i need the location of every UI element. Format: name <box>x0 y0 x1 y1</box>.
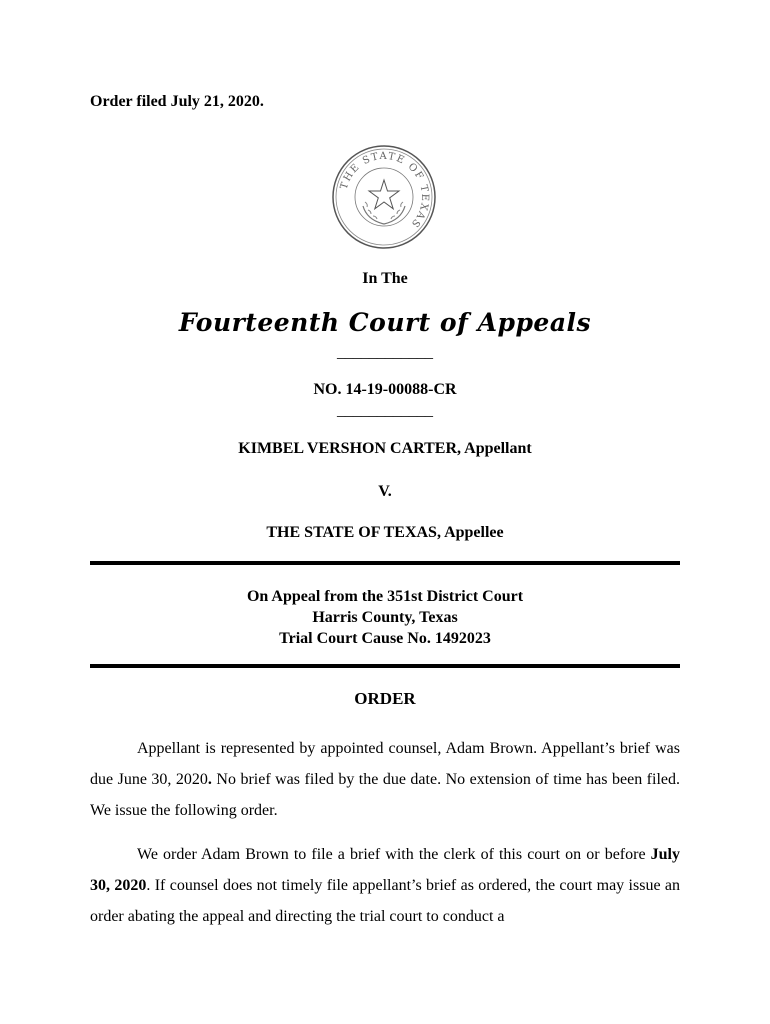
divider <box>90 664 680 668</box>
trial-cause-line: Trial Court Cause No. 1492023 <box>279 630 491 647</box>
paragraph-text: Appellant is represented by appointed counsel, Adam Brown. Appellant’s brief was due June 30, 2020 <box>90 740 680 788</box>
texas-state-seal-icon <box>331 144 437 250</box>
appellant-name: KIMBEL VERSHON CARTER, Appellant <box>238 440 532 457</box>
paragraph-text: . If counsel does not timely file appellant’s brief as ordered, the court may issue an order abating the appeal and directing the trial court to conduct a <box>90 877 681 925</box>
appeal-court-line: On Appeal from the 351st District Court <box>246 588 524 605</box>
court-heading-intro: In The <box>362 270 408 287</box>
divider <box>90 561 680 565</box>
svg-text:THE STATE OF TEXAS <box>339 151 430 230</box>
paragraph-text: No brief was filed by the due date. No extension of time has been filed. We issue the following order. <box>90 771 680 819</box>
seal-text: THE STATE OF TEXAS <box>338 150 431 230</box>
appellee-name: THE STATE OF TEXAS, Appellee <box>266 524 504 541</box>
order-paragraph-2 <box>90 839 680 932</box>
appeal-origin <box>90 586 680 649</box>
order-title: ORDER <box>354 689 416 708</box>
paragraph-bold-text: . <box>207 771 212 788</box>
separator-line: ____________ <box>337 344 433 361</box>
case-number: NO. 14-19-00088-CR <box>313 381 457 398</box>
separator-line: ____________ <box>337 402 433 419</box>
versus: V. <box>378 483 392 500</box>
order-paragraph-1 <box>90 733 680 826</box>
court-name: Fourteenth Court of Appeals <box>178 308 592 337</box>
paragraph-text: We order Adam Brown to file a brief with the clerk of this court on or before <box>137 846 651 863</box>
appeal-county-line: Harris County, Texas <box>312 609 458 626</box>
order-filed-date: Order filed July 21, 2020. <box>90 93 264 110</box>
brief-deadline: July 30, 2020 <box>90 846 680 894</box>
